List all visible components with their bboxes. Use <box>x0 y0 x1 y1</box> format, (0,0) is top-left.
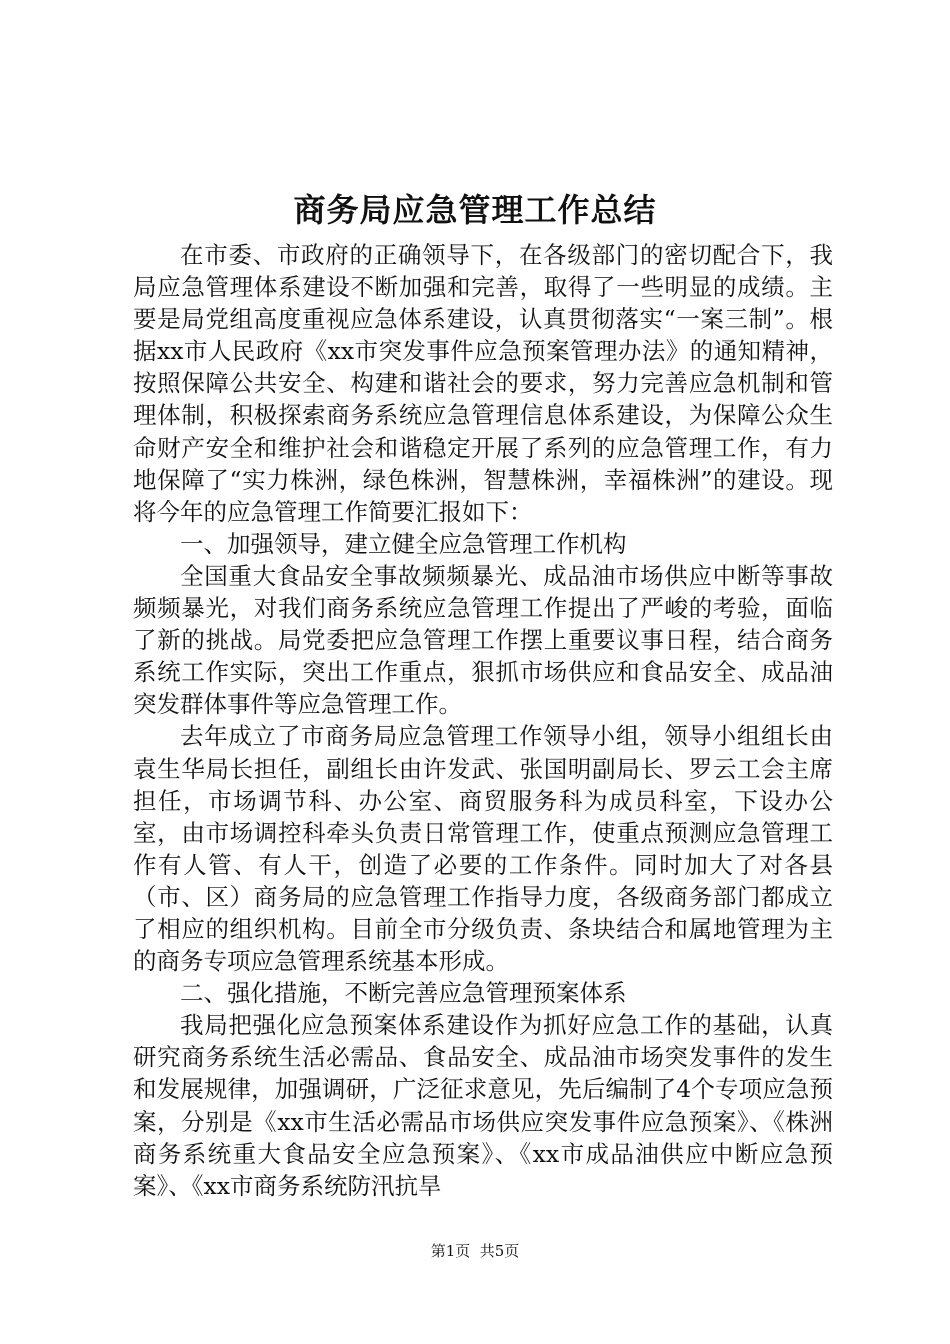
paragraph-intro: 在市委、市政府的正确领导下，在各级部门的密切配合下，我局应急管理体系建设不断加强和完善，取得了一些明显的成绩。主要是局党组高度重视应急体系建设，认真贯彻落实“一案三制”。根据xx市人民政府《xx市突发事件应急预案管理办法》的通知精神，按照保障公共安全、构建和谐社会的要求，努力完善应急机制和管理体制，积极探索商务系统应急管理信息体系建设，为保障公众生命财产安全和维护社会和谐稳定开展了系列的应急管理工作，有力地保障了“实力株洲，绿色株洲，智慧株洲，幸福株洲”的建设。现将今年的应急管理工作简要汇报如下： <box>133 241 833 526</box>
page-footer: 第1页 共5页 <box>430 1242 520 1260</box>
document-body <box>133 239 833 1202</box>
paragraph-section1-a: 全国重大食品安全事故频频暴光、成品油市场供应中断等事故频频暴光，对我们商务系统应急管理工作提出了严峻的考验，面临了新的挑战。局党委把应急管理工作摆上重要议事日程，结合商务系统工作实际，突出工作重点，狠抓市场供应和食品安全、成品油突发群体事件等应急管理工作。 <box>133 561 833 719</box>
paragraph-section1-b: 去年成立了市商务局应急管理工作领导小组，领导小组组长由袁生华局长担任，副组长由许发武、张国明副局长、罗云工会主席担任，市场调节科、办公室、商贸服务科为成员科室，下设办公室，由市场调控科牵头负责日常管理工作，使重点预测应急管理工作有人管、有人干，创造了必要的工作条件。同时加大了对各县（市、区）商务局的应急管理工作指导力度，各级商务部门都成立了相应的组织机构。目前全市分级负责、条块结合和属地管理为主的商务专项应急管理系统基本形成。 <box>133 722 833 976</box>
paragraph-section2-a: 我局把强化应急预案体系建设作为抓好应急工作的基础，认真研究商务系统生活必需品、食品安全、成品油市场突发事件的发生和发展规律，加强调研，广泛征求意见，先后编制了4个专项应急预案，分别是《xx市生活必需品市场供应突发事件应急预案》、《株洲商务系统重大食品安全应急预案》、《xx市成品油供应中断应急预案》、《xx市商务系统防汛抗旱 <box>133 1011 833 1200</box>
section-heading-2: 二、强化措施，不断完善应急管理预案体系 <box>180 979 627 1008</box>
document-title: 商务局应急管理工作总结 <box>293 191 657 229</box>
section-heading-1: 一、加强领导，建立健全应急管理工作机构 <box>180 529 627 558</box>
